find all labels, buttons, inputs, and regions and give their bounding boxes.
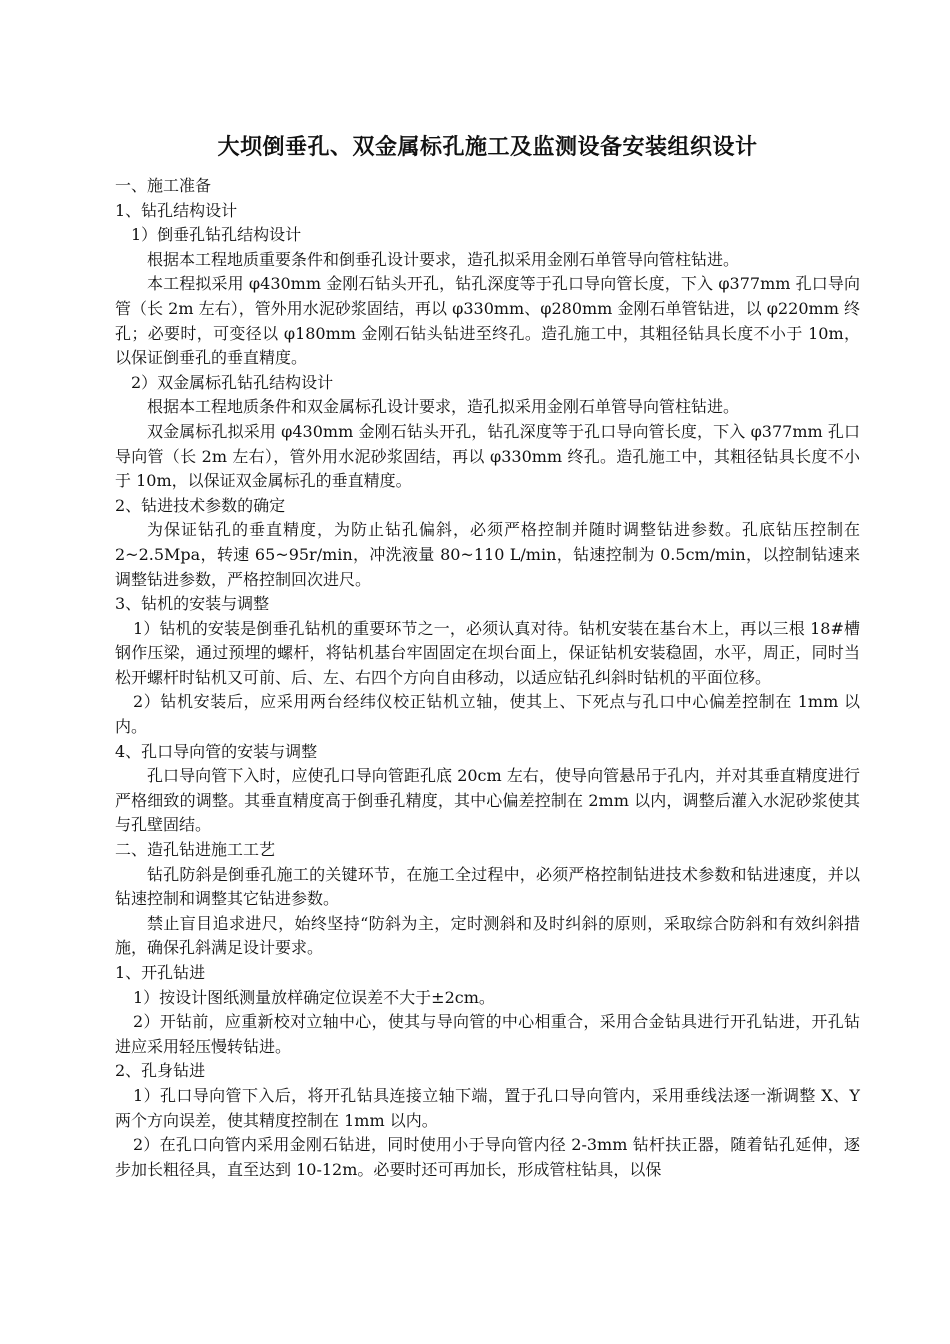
paragraph: 2）在孔口向管内采用金刚石钻进，同时使用小于导向管内径 2-3mm 钻杆扶正器，随着钻孔延伸，逐步加长粗径具，直至达到 10-12m。必要时还可再加长，形成管柱钻具，以保 [115,1135,860,1179]
paragraph: 根据本工程地质条件和双金属标孔设计要求，造孔拟采用金刚石单管导向管柱钻进。 [147,397,740,417]
section-heading: 1、开孔钻进 [115,963,206,982]
paragraph: 2）钻机安装后，应采用两台经纬仪校正钻机立轴，使其上、下死点与孔口中心偏差控制在 1mm 以内。 [115,692,860,737]
document-body [115,174,860,1182]
paragraph: 双金属标孔拟采用 φ430mm 金刚石钻头开孔，钻孔深度等于孔口导向管长度，下入 φ377mm 孔口导向管（长 2m 左右），管外用水泥砂浆固结，再以 φ330mm 终孔。造孔施工中，其粗径钻具长度不小于 10m，以保证双金属标孔的垂直精度。 [115,421,860,491]
paragraph: 2）开钻前，应重新校对立轴中心，使其与导向管的中心相重合，采用合金钻具进行开孔钻进，开孔钻进应采用轻压慢转钻进。 [115,1012,860,1056]
section-heading: 一、施工准备 [115,176,212,195]
paragraph: 钻孔防斜是倒垂孔施工的关键环节，在施工全过程中，必须严格控制钻进技术参数和钻进速度，并以钻速控制和调整其它钻进参数。 [115,864,860,909]
section-heading: 4、孔口导向管的安装与调整 [115,741,318,761]
paragraph: 孔口导向管下入时，应使孔口导向管距孔底 20cm 左右，使导向管悬吊于孔内，并对其垂直精度进行严格细致的调整。其垂直精度高于倒垂孔精度，其中心偏差控制在 2mm 以内，调整后灌入水泥砂浆使其与孔壁固结。 [115,766,860,835]
document-page [115,132,860,1182]
section-heading: 2、孔身钻进 [115,1061,206,1081]
paragraph: 本工程拟采用 φ430mm 金刚石钻头开孔，钻孔深度等于孔口导向管长度，下入 φ377mm 孔口导向管（长 2m 左右），管外用水泥砂浆固结，再以 φ330mm、φ280mm 金刚石单管钻进，以 φ220mm 终孔；必要时，可变径以 φ180mm 金刚石钻头钻进至终孔。造孔施工中，其粗径钻具长度不小于 10m，以保证倒垂孔的垂直精度。 [115,274,860,368]
document-title: 大坝倒垂孔、双金属标孔施工及监测设备安装组织设计 [217,135,758,160]
section-heading: 3、钻机的安装与调整 [115,594,270,614]
section-heading: 二、造孔钻进施工工艺 [115,840,276,860]
section-heading: 2）双金属标孔钻孔结构设计 [131,372,334,392]
paragraph: 1）钻机的安装是倒垂孔钻机的重要环节之一，必须认真对待。钻机安装在基台木上，再以三根 18#槽钢作压梁，通过预埋的螺杆，将钻机基台牢固固定在坝台面上，保证钻机安装稳固，水平，周正，同时当松开螺杆时钻机又可前、后、左、右四个方向自由移动，以适应钻孔纠斜时钻机的平面位移。 [115,618,860,687]
section-heading: 2、钻进技术参数的确定 [115,495,286,515]
section-heading: 1、钻孔结构设计 [115,200,238,220]
paragraph: 1）孔口导向管下入后，将开孔钻具连接立轴下端，置于孔口导向管内，采用垂线法逐一渐调整 X、Y 两个方向误差，使其精度控制在 1mm 以内。 [115,1085,860,1130]
paragraph: 根据本工程地质重要条件和倒垂孔设计要求，造孔拟采用金刚石单管导向管柱钻进。 [147,249,740,269]
paragraph: 为保证钻孔的垂直精度，为防止钻孔偏斜，必须严格控制并随时调整钻进参数。孔底钻压控制在 2~2.5Mpa，转速 65~95r/min，冲洗液量 80~110 L/min，钻速控制为 0.5cm/min，以控制钻速来调整钻进参数，严格控制回次进尺。 [115,520,860,589]
section-heading: 1）倒垂孔钻孔结构设计 [131,225,302,245]
paragraph: 禁止盲目追求进尺，始终坚持“防斜为主，定时测斜和及时纠斜的原则，采取综合防斜和有效纠斜措施，确保孔斜满足设计要求。 [115,913,860,958]
paragraph: 1）按设计图纸测量放样确定位误差不大于±2cm。 [133,987,495,1007]
